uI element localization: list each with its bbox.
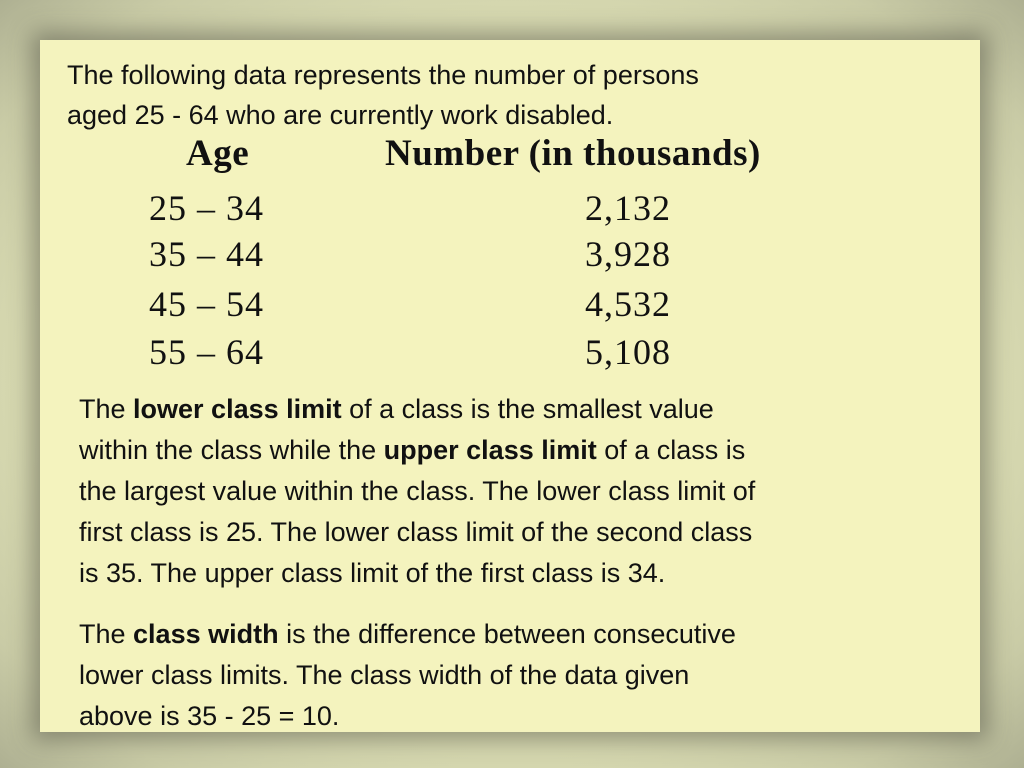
header-number: Number (in thousands) (385, 133, 761, 174)
para1-line-5: is 35. The upper class limit of the first class is 34. (79, 558, 666, 588)
text-run: of a class is (596, 435, 746, 465)
text-run: of a class is the smallest value (341, 394, 714, 424)
para1-line-2 (79, 430, 959, 471)
age-cell: 45 – 54 (149, 284, 264, 324)
number-cell: 3,928 (585, 234, 671, 274)
class-limit-paragraph (79, 389, 959, 594)
text-run: is the difference between consecutive (278, 619, 736, 649)
header-age: Age (186, 133, 250, 174)
term-lower-class-limit: lower class limit (133, 394, 342, 424)
age-cell: 25 – 34 (149, 188, 264, 228)
age-cell: 35 – 44 (149, 234, 264, 274)
term-upper-class-limit: upper class limit (383, 435, 597, 465)
text-run: The (79, 394, 134, 424)
para1-line-1 (79, 389, 959, 430)
age-cell: 55 – 64 (149, 332, 264, 372)
intro-line-1: The following data represents the number of persons (67, 60, 699, 90)
para2-line-2: lower class limits. The class width of the data given (79, 660, 690, 690)
class-width-paragraph (79, 614, 959, 737)
para1-line-4: first class is 25. The lower class limit of the second class (79, 517, 753, 547)
text-run: within the class while the (79, 435, 384, 465)
intro-line-2: aged 25 - 64 who are currently work disabled. (67, 100, 614, 130)
intro-text (67, 55, 947, 135)
para2-line-3: above is 35 - 25 = 10. (79, 701, 340, 731)
text-run: The (79, 619, 134, 649)
para2-line-1 (79, 614, 959, 655)
number-cell: 2,132 (585, 188, 671, 228)
para1-line-3: the largest value within the class. The lower class limit of (79, 476, 756, 506)
number-cell: 5,108 (585, 332, 671, 372)
number-cell: 4,532 (585, 284, 671, 324)
term-class-width: class width (133, 619, 279, 649)
